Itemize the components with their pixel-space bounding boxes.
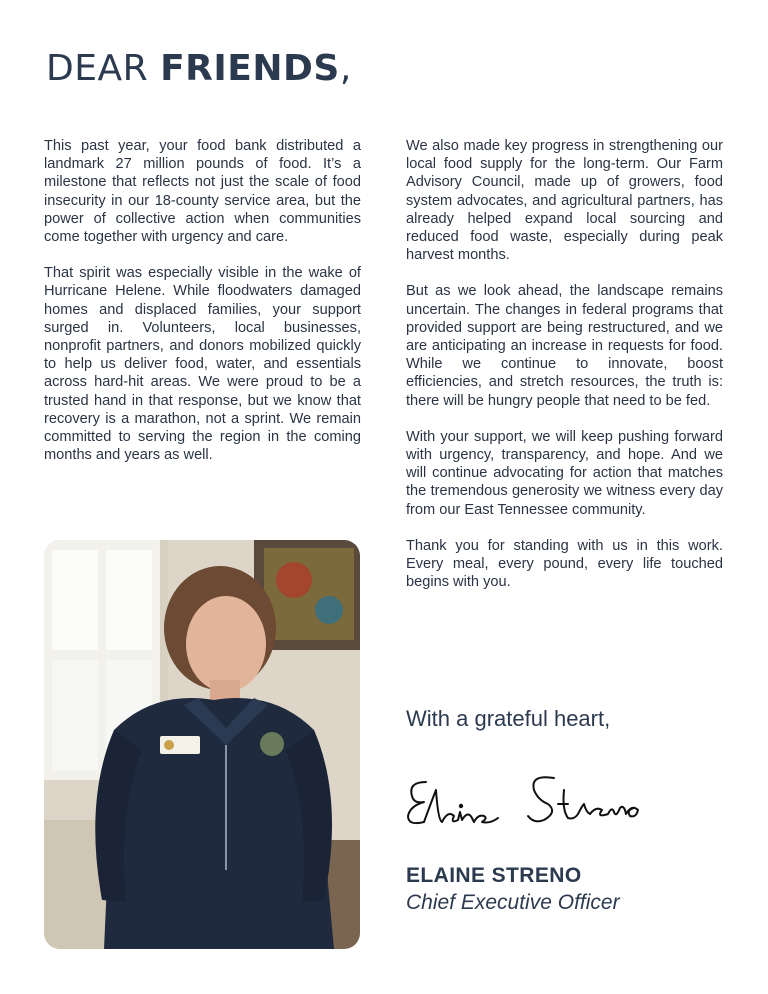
signer-name: ELAINE STRENO (406, 864, 582, 887)
paragraph-5: With your support, we will keep pushing forward with urgency, transparency, and hope. And we will continue advocating for action that matches the tremendous generosity we witness every day from our East Tennessee community. (406, 428, 723, 518)
handwritten-signature (398, 760, 658, 840)
heading-punct: , (339, 48, 352, 89)
paragraph-6: Thank you for standing with us in this work. Every meal, every pound, every life touched begins with you. (406, 537, 723, 591)
paragraph-4: But as we look ahead, the landscape remains uncertain. The changes in federal programs that provided support are being restructured, and we are anticipating an increase in requests for food. While we continue to innovate, boost efficiencies, and stretch resources, the truth is: there will be hungry people that need to be fed. (406, 283, 723, 409)
right-column (406, 137, 723, 609)
heading-light: DEAR (46, 48, 149, 89)
paragraph-1: This past year, your food bank distributed a landmark 27 million pounds of food. It’s a milestone that reflects not just the scale of food insecurity in our 18-county service area, but the power of collective action when communities come together with urgency and care. (44, 138, 361, 246)
signer-title: Chief Executive Officer (406, 891, 620, 914)
ceo-photo (44, 540, 360, 949)
page-heading (46, 48, 352, 89)
closing-line: With a grateful heart, (406, 706, 611, 731)
left-column (44, 137, 361, 482)
heading-bold: FRIENDS (160, 48, 340, 89)
paragraph-2: That spirit was especially visible in the wake of Hurricane Helene. While floodwaters damaged homes and displaced families, your support surged in. Volunteers, local businesses, nonprofit partners, and donors mobilized quickly to help us deliver food, water, and essentials across hard-hit areas. We were proud to be a trusted hand in that response, but we know that recovery is a marathon, not a sprint. We remain committed to serving the region in the coming months and years as well. (44, 265, 361, 464)
paragraph-3: We also made key progress in strengthening our local food supply for the long-term. Our Farm Advisory Council, made up of growers, food system advocates, and agricultural partners, has already helped expand local sourcing and reduced food waste, especially during peak harvest months. (406, 138, 723, 264)
